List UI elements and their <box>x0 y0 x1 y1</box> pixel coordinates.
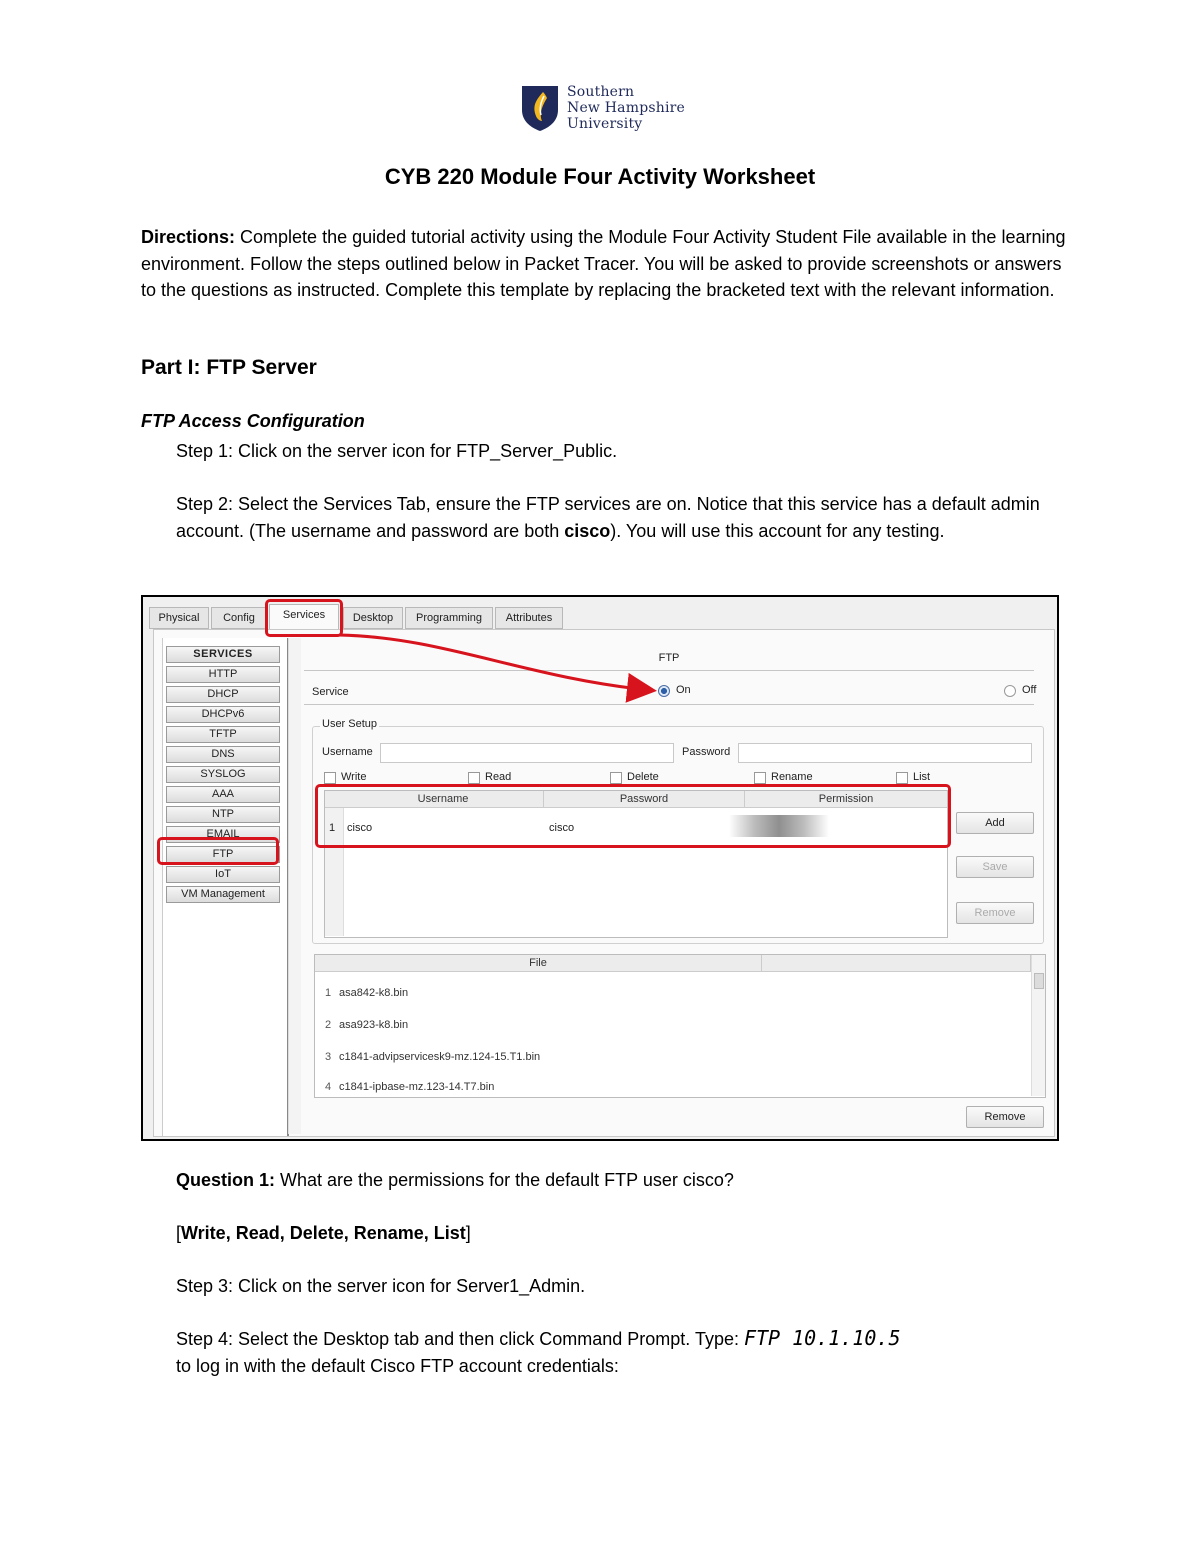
question-1 <box>176 1167 1066 1194</box>
question-1-text: What are the permissions for the default FTP user cisco? <box>275 1170 734 1190</box>
service-iot[interactable]: IoT <box>166 866 280 883</box>
services-header: SERVICES <box>166 646 280 663</box>
step-1: Step 1: Click on the server icon for FTP_Server_Public. <box>176 441 618 461</box>
tab-programming[interactable]: Programming <box>405 607 493 629</box>
service-ftp[interactable]: FTP <box>166 846 280 863</box>
file-name: asa923-k8.bin <box>339 1019 409 1031</box>
service-dhcpv6[interactable]: DHCPv6 <box>166 706 280 723</box>
service-dns[interactable]: DNS <box>166 746 280 763</box>
write-label: Write <box>341 771 367 783</box>
logo-line-3: University <box>567 116 643 132</box>
step-3: Step 3: Click on the server icon for Server1_Admin. <box>176 1276 586 1296</box>
step-2-bold: cisco <box>564 520 611 541</box>
service-aaa[interactable]: AAA <box>166 786 280 803</box>
user-row-password[interactable]: cisco <box>549 822 575 834</box>
read-label: Read <box>485 771 512 783</box>
tab-config[interactable]: Config <box>211 607 267 629</box>
add-button[interactable]: Add <box>956 812 1034 834</box>
directions-text: Complete the guided tutorial activity using the Module Four Activity Student File available in the learning environment. Follow the steps outlined below in Packet Tracer. You will be asked to provide screenshots or answers to the questions as instructed. Complete this template by replacing the bracketed text with the relevant information. <box>141 227 1066 300</box>
remove-file-button[interactable]: Remove <box>966 1106 1044 1128</box>
ftp-access-subheading: FTP Access Configuration <box>141 411 365 431</box>
step-4-command: FTP 10.1.10.5 <box>743 1326 901 1350</box>
step-2-text: Step 2: Select the Services Tab, ensure the FTP services are on. Notice that this service has a default admin account. (The username and password are both <box>176 494 1040 541</box>
password-label: Password <box>682 746 731 758</box>
packet-tracer-screenshot <box>141 595 1059 1141</box>
file-index: 3 <box>324 1051 332 1063</box>
file-index: 2 <box>324 1019 332 1031</box>
file-index: 1 <box>324 987 332 999</box>
service-syslog[interactable]: SYSLOG <box>166 766 280 783</box>
save-button[interactable]: Save <box>956 856 1034 878</box>
answer-bracket-close: ] <box>465 1223 471 1243</box>
file-name: c1841-ipbase-mz.123-14.T7.bin <box>339 1081 495 1093</box>
answer-1 <box>176 1220 1066 1247</box>
step-4-text-end: to log in with the default Cisco FTP account credentials: <box>176 1355 619 1376</box>
rename-label: Rename <box>771 771 813 783</box>
delete-label: Delete <box>627 771 659 783</box>
directions-label: Directions: <box>141 227 236 247</box>
file-name: asa842-k8.bin <box>339 987 409 999</box>
service-dhcp[interactable]: DHCP <box>166 686 280 703</box>
remove-user-button[interactable]: Remove <box>956 902 1034 924</box>
service-tftp[interactable]: TFTP <box>166 726 280 743</box>
username-label: Username <box>322 746 373 758</box>
step-4-text: Step 4: Select the Desktop tab and then click Command Prompt. Type: <box>176 1329 744 1349</box>
step-4 <box>176 1325 1066 1379</box>
tab-services[interactable]: Services <box>269 604 339 630</box>
col-file: File <box>315 955 762 972</box>
document-title: CYB 220 Module Four Activity Worksheet <box>384 164 816 189</box>
step-2-text-end: ). You will use this account for any testing. <box>610 520 945 541</box>
tab-desktop[interactable]: Desktop <box>343 607 403 629</box>
tab-attributes[interactable]: Attributes <box>495 607 563 629</box>
part1-heading: Part I: FTP Server <box>141 356 317 379</box>
user-row-index: 1 <box>329 822 336 834</box>
file-name: c1841-advipservicesk9-mz.124-15.T1.bin <box>339 1051 541 1063</box>
user-row-username[interactable]: cisco <box>347 822 373 834</box>
logo-line-1: Southern <box>567 84 635 100</box>
on-label: On <box>676 684 691 696</box>
service-http[interactable]: HTTP <box>166 666 280 683</box>
col-permission: Permission <box>745 791 947 808</box>
service-label: Service <box>312 686 349 698</box>
ftp-panel-title: FTP <box>658 652 680 664</box>
off-label: Off <box>1022 684 1037 696</box>
answer-bracket-open: [ <box>176 1223 182 1243</box>
service-email[interactable]: EMAIL <box>166 826 280 843</box>
col-password: Password <box>544 791 745 808</box>
list-label: List <box>913 771 931 783</box>
service-ntp[interactable]: NTP <box>166 806 280 823</box>
snhu-logo <box>520 84 700 134</box>
arrow-annotation <box>143 597 1057 1139</box>
col-username: Username <box>343 791 544 808</box>
user-setup-label: User Setup <box>322 718 378 730</box>
file-index: 4 <box>324 1081 332 1093</box>
answer-1-text: Write, Read, Delete, Rename, List <box>181 1223 466 1243</box>
step-2 <box>176 491 1066 544</box>
service-vm-management[interactable]: VM Management <box>166 886 280 903</box>
question-1-label: Question 1: <box>176 1170 276 1190</box>
tab-physical[interactable]: Physical <box>149 607 209 629</box>
logo-line-2: New Hampshire <box>567 100 686 116</box>
directions-paragraph <box>141 224 1071 304</box>
shield-icon <box>520 84 560 132</box>
